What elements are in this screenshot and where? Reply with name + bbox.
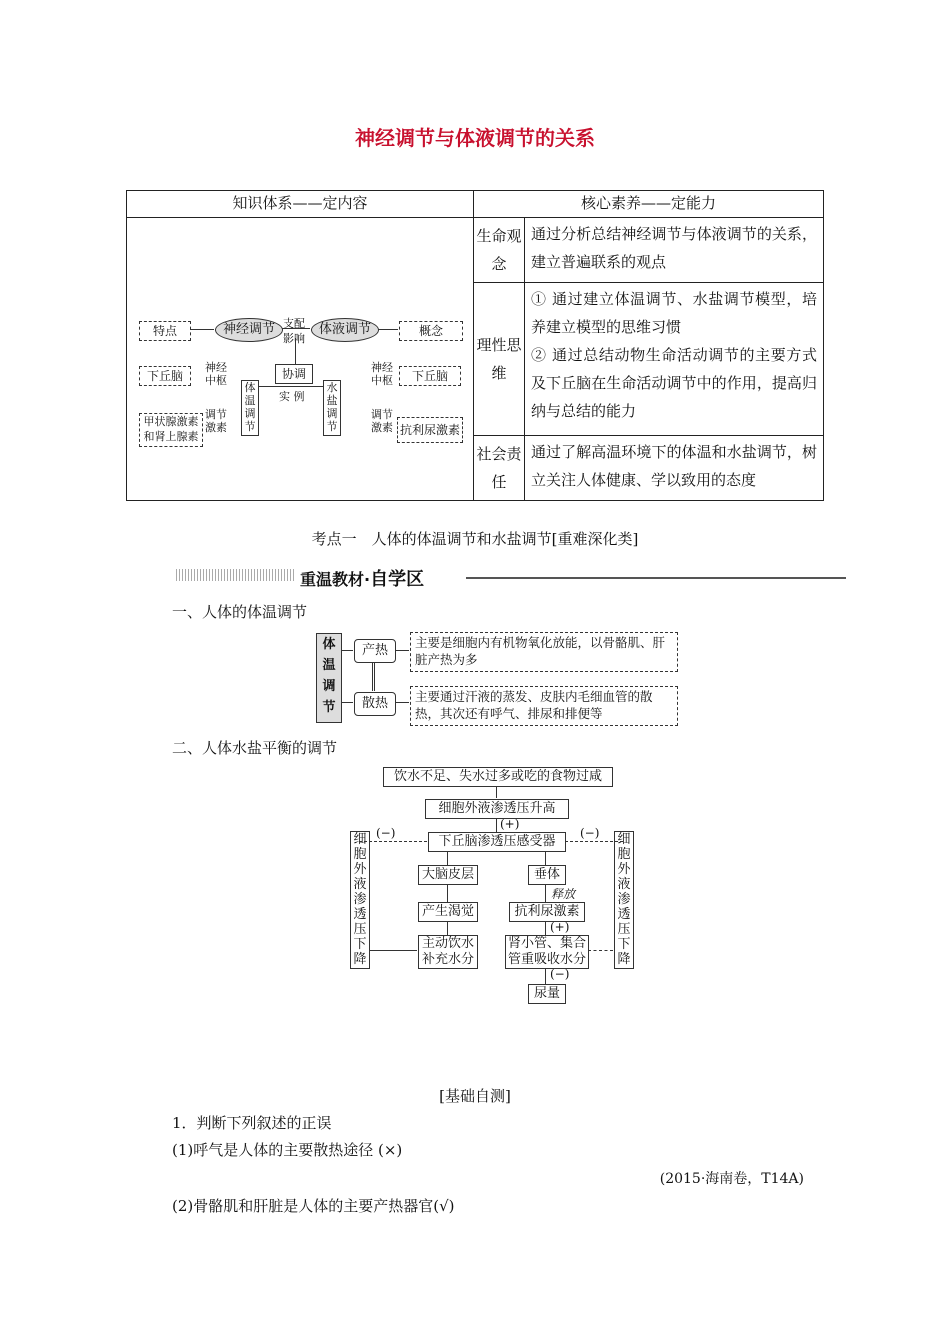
nerve-center-left: 神经中枢 [205, 361, 227, 387]
hormone-label-left: 调节激素 [205, 408, 227, 434]
arrow [496, 818, 497, 832]
shuiyan-box: 水盐调节 [323, 380, 341, 436]
arrow [545, 921, 546, 935]
zhipei-label: 支配 [283, 317, 305, 330]
banner [300, 565, 424, 591]
banner-dot: · [364, 570, 371, 589]
heading-2: 二、人体水盐平衡的调节 [172, 739, 338, 757]
arrow [545, 968, 546, 984]
shili-label: 实 例 [279, 390, 305, 403]
nerve-ellipse: 神经调节 [215, 318, 283, 342]
arrow [545, 851, 546, 865]
arrow [447, 884, 448, 902]
connector [295, 338, 296, 364]
hormones-left-box: 甲状腺激素和肾上腺素 [139, 413, 203, 447]
q1: 1．判断下列叙述的正误 [172, 1114, 332, 1132]
temp-prod-desc: 主要是细胞内有机物氧化放能，以骨骼肌、肝脏产热为多 [410, 632, 678, 672]
banner-part2: 自学区 [370, 569, 425, 590]
nerve-center-right: 神经中枢 [371, 361, 393, 387]
arrow [447, 851, 448, 865]
temp-prod-box: 产热 [354, 639, 396, 663]
hormone-label-right: 调节激素 [371, 408, 393, 434]
cat-shengming: 生命观念 [474, 218, 525, 283]
water-top-box: 饮水不足、失水过多或吃的食物过咸 [383, 767, 613, 787]
banner-rule [466, 577, 846, 579]
cat-shehui: 社会责任 [474, 436, 525, 501]
minus-label-left: (−) [376, 826, 396, 840]
connector [341, 650, 353, 651]
osm-down-left: 细胞外液渗透压下降 [350, 831, 370, 969]
osm-down-right: 细胞外液渗透压下降 [614, 831, 634, 969]
temp-main-box: 体温调节 [316, 633, 342, 723]
page-title: 神经调节与体液调节的关系 [355, 126, 595, 150]
banner-pattern [176, 569, 294, 581]
cat-lixing: 理性思维 [474, 282, 525, 436]
kidney-box: 肾小管、集合管重吸收水分 [505, 935, 589, 969]
plus-label-1: (+) [500, 817, 520, 831]
header-right: 核心素养——定能力 [474, 191, 824, 218]
text-lixing: ① 通过建立体温调节、水盐调节模型，培养建立模型的思维习惯 ② 通过总结动物生命活动调节的主要方式及下丘脑在生命活动调节中的作用，提高归纳与总结的能力 [525, 282, 824, 436]
concept-box: 概念 [399, 321, 463, 341]
concept-map [127, 218, 474, 501]
selftest-heading: [基础自测] [439, 1087, 511, 1105]
temp-loss-box: 散热 [354, 692, 396, 716]
tiwen-box: 体温调节 [241, 380, 259, 436]
feedback-left [359, 841, 427, 842]
pituitary-box: 垂体 [528, 865, 566, 885]
humoral-ellipse: 体液调节 [311, 318, 379, 342]
thirst-box: 产生渴觉 [418, 902, 478, 922]
urine-box: 尿量 [528, 984, 566, 1004]
arrow [447, 921, 448, 935]
osm-up-box: 细胞外液渗透压升高 [425, 799, 569, 819]
temp-loss-desc: 主要通过汗液的蒸发、皮肤内毛细血管的散热，其次还有呼气、排尿和排便等 [410, 686, 678, 726]
adh-box: 抗利尿激素 [397, 417, 463, 443]
minus-label-right: (−) [580, 826, 600, 840]
sensor-box: 下丘脑渗透压感受器 [428, 832, 566, 852]
banner-part1: 重温教材 [300, 570, 365, 589]
connector [257, 386, 323, 387]
xietiao-box: 协调 [275, 364, 313, 384]
arrow-line [282, 328, 310, 329]
arrow-line [378, 329, 398, 330]
yingxiang-label: 影响 [283, 332, 305, 345]
plus-label-2: (+) [550, 920, 570, 934]
arrow [395, 650, 409, 651]
feedback-right [565, 841, 623, 842]
release-label: 释放 [551, 887, 576, 901]
section-heading: 考点一 人体的体温调节和水盐调节[重难深化类] [311, 530, 639, 548]
hypothalamus-right: 下丘脑 [399, 366, 461, 386]
connector [372, 662, 375, 691]
arrow [395, 702, 409, 703]
q1-source: (2015·海南卷，T14A) [659, 1171, 804, 1187]
hypothalamus-left: 下丘脑 [139, 366, 191, 386]
arrow [496, 786, 497, 798]
minus-label-3: (−) [550, 967, 570, 981]
text-shehui: 通过了解高温环境下的体温和水盐调节，树立关注人体健康、学以致用的态度 [525, 436, 824, 501]
connector [341, 702, 353, 703]
arrow [369, 950, 417, 951]
heading-1: 一、人体的体温调节 [172, 603, 308, 621]
q1-2: (2)骨骼肌和肝脏是人体的主要产热器官(√) [172, 1197, 455, 1215]
overview-table [126, 190, 824, 501]
feature-box: 特点 [139, 321, 191, 341]
adh-box-water: 抗利尿激素 [509, 902, 585, 922]
header-left: 知识体系——定内容 [127, 191, 474, 218]
q1-1: (1)呼气是人体的主要散热途径 (×) [172, 1141, 403, 1159]
drink-box: 主动饮水补充水分 [418, 935, 478, 969]
text-shengming: 通过分析总结神经调节与体液调节的关系，建立普遍联系的观点 [525, 218, 824, 283]
arrow [588, 950, 613, 951]
arrow-line [190, 329, 214, 330]
arrow [545, 884, 546, 902]
cortex-box: 大脑皮层 [418, 865, 478, 885]
